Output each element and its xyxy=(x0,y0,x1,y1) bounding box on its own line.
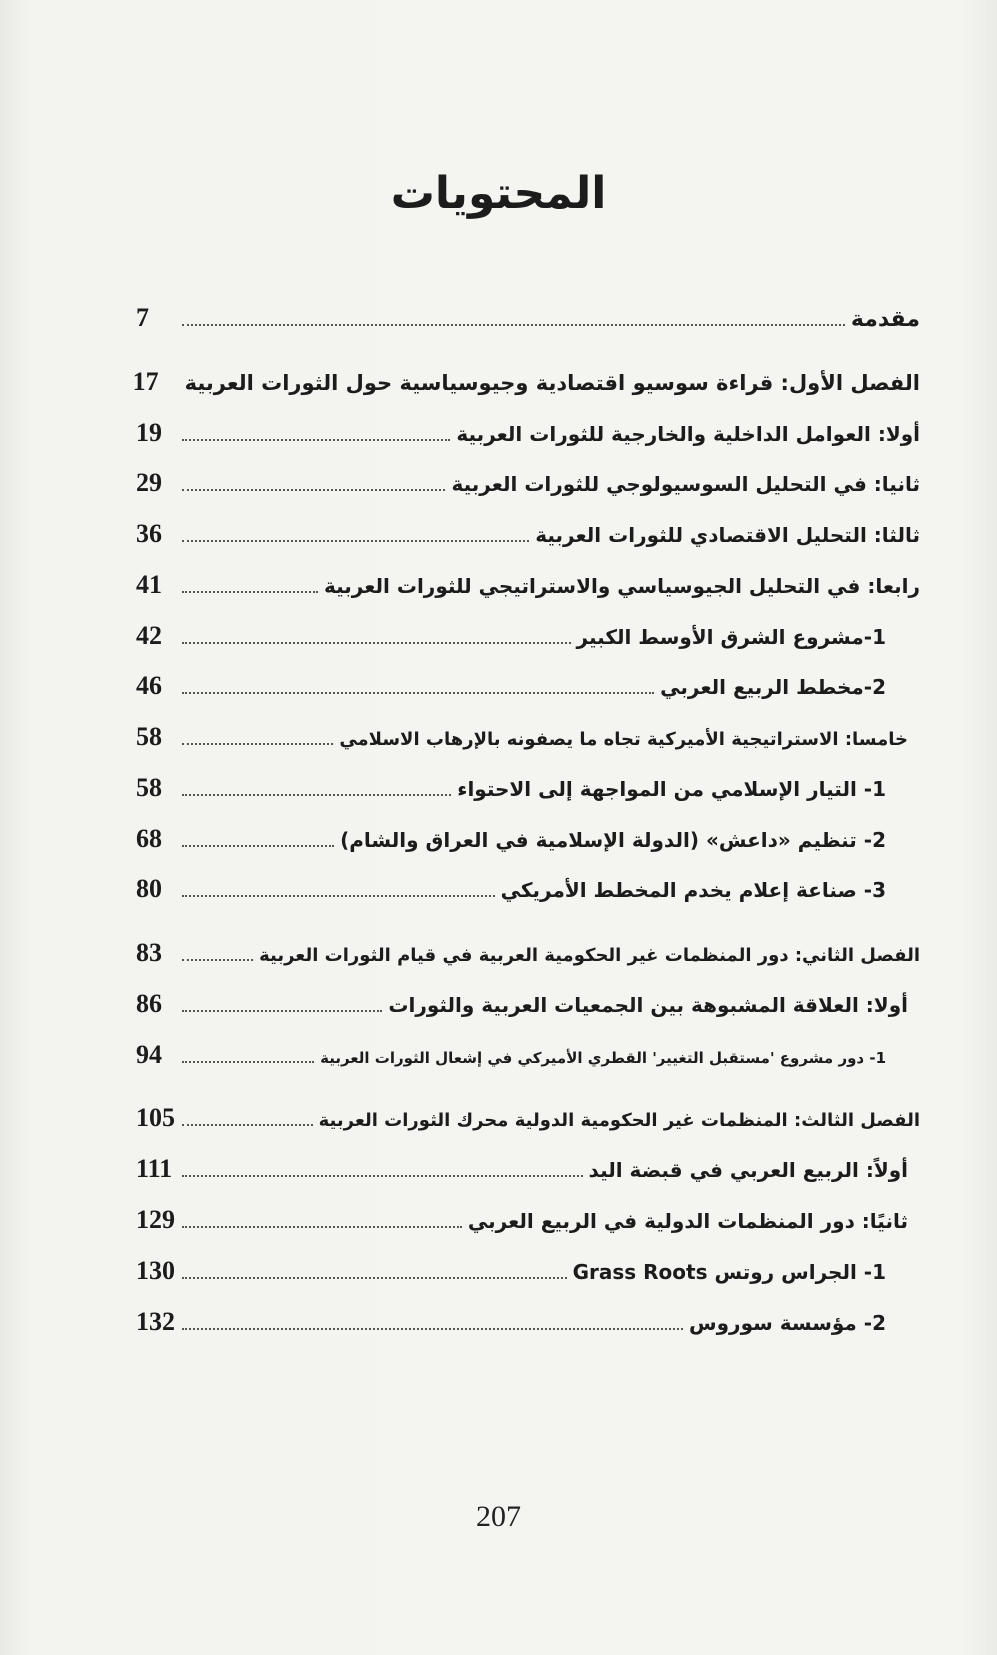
toc-entry-page: 80 xyxy=(136,874,162,903)
toc-entry-title: 2- تنظيم «داعش» (الدولة الإسلامية في العراق والشام) xyxy=(340,828,886,852)
toc-leader-dots xyxy=(182,618,571,644)
toc-entry-page: 129 xyxy=(136,1205,175,1234)
toc-entry xyxy=(136,1251,886,1291)
page-number: 207 xyxy=(476,1500,521,1533)
toc-leader-dots xyxy=(182,465,445,491)
toc-entry-title: الفصل الأول: قراءة سوسيو اقتصادية وجيوسياسية حول الثورات العربية xyxy=(184,371,920,395)
toc-entry xyxy=(136,819,886,859)
toc-leader-dots xyxy=(182,300,845,326)
toc-entry xyxy=(132,362,920,402)
toc-leader-dots xyxy=(182,986,382,1012)
toc-entry xyxy=(136,298,920,338)
toc-entry-page: 111 xyxy=(136,1154,173,1183)
toc-entry-page: 68 xyxy=(136,824,162,853)
toc-entry-title: خامسا: الاستراتيجية الأميركية تجاه ما يصفونه بالإرهاب الاسلامي xyxy=(339,729,908,750)
toc-entry-page: 17 xyxy=(132,367,159,396)
toc-entry-title: 1-مشروع الشرق الأوسط الكبير xyxy=(576,625,886,649)
toc-entry xyxy=(136,565,920,605)
toc-entry-page: 36 xyxy=(136,519,162,548)
toc-entry xyxy=(136,616,886,656)
toc-entry-title: أولا: العلاقة المشبوهة بين الجمعيات العربية والثورات xyxy=(388,993,908,1017)
toc-entry xyxy=(136,1035,886,1075)
toc-entry xyxy=(136,869,886,909)
toc-leader-dots xyxy=(182,821,334,847)
toc-entry-title: الفصل الثالث: المنظمات غير الحكومية الدولية محرك الثورات العربية xyxy=(318,1110,920,1131)
toc-entry-page: 94 xyxy=(136,1040,162,1069)
toc-entry-page: 42 xyxy=(136,621,162,650)
toc-entry xyxy=(136,1302,886,1342)
toc-entry-title: 3- صناعة إعلام يخدم المخطط الأمريكي xyxy=(500,878,886,902)
toc-entry-title: رابعا: في التحليل الجيوسياسي والاستراتيجي للثورات العربية xyxy=(323,574,920,598)
toc-entry-page: 132 xyxy=(136,1307,175,1336)
toc-leader-dots xyxy=(182,1151,583,1177)
toc-entry-title: ثانيًا: دور المنظمات الدولية في الربيع العربي xyxy=(467,1209,908,1233)
toc-entry xyxy=(136,514,920,554)
toc-entry xyxy=(136,1200,908,1240)
toc-entry-page: 41 xyxy=(136,570,162,599)
toc-entry-title: أولاً: الربيع العربي في قبضة اليد xyxy=(588,1158,908,1182)
toc-entry-title: ثالثا: التحليل الاقتصادي للثورات العربية xyxy=(535,523,920,547)
toc-entry xyxy=(136,666,886,706)
toc-entry-page: 130 xyxy=(136,1256,175,1285)
toc-entry-title: أولا: العوامل الداخلية والخارجية للثورات العربية xyxy=(456,422,920,446)
toc-leader-dots xyxy=(182,668,654,694)
toc-entry-page: 83 xyxy=(136,938,162,967)
toc-entry xyxy=(136,933,920,973)
toc-leader-dots xyxy=(182,719,333,745)
toc-leader-dots xyxy=(182,1304,683,1330)
toc-entry-page: 86 xyxy=(136,989,162,1018)
toc-entry-title: 1- دور مشروع 'مستقبل التغيير' القطري الأميركي في إشعال الثورات العربية xyxy=(320,1049,886,1067)
toc-entry xyxy=(136,1098,920,1138)
toc-entry-page: 105 xyxy=(136,1103,175,1132)
toc-leader-dots xyxy=(182,1202,462,1228)
toc-leader-dots xyxy=(182,1253,567,1279)
toc-entry xyxy=(136,1149,908,1189)
toc-entry-title: 1- التيار الإسلامي من المواجهة إلى الاحتواء xyxy=(457,777,886,801)
toc-entry-page: 19 xyxy=(136,418,162,447)
toc-leader-dots xyxy=(182,871,495,897)
toc-entry-title: 2-مخطط الربيع العربي xyxy=(660,675,886,699)
toc-entry xyxy=(136,717,908,757)
page-title: المحتويات xyxy=(390,168,607,219)
toc-entry-title: الفصل الثاني: دور المنظمات غير الحكومية العربية في قيام الثورات العربية xyxy=(259,945,920,966)
toc-entry xyxy=(136,768,886,808)
toc-leader-dots xyxy=(182,415,450,441)
toc-entry-page: 29 xyxy=(136,468,162,497)
toc-entry-page: 58 xyxy=(136,773,162,802)
toc-entry xyxy=(136,984,908,1024)
toc-leader-dots xyxy=(182,567,318,593)
toc-leader-dots xyxy=(182,1037,314,1063)
toc-leader-dots xyxy=(182,1100,313,1126)
toc-entry-title: مقدمة xyxy=(850,307,920,332)
toc-entry-title: 1- الجراس روتس Grass Roots xyxy=(572,1260,886,1284)
toc-entry-title: 2- مؤسسة سوروس xyxy=(689,1311,886,1335)
toc-entry-page: 7 xyxy=(136,303,149,332)
toc-entry-title: ثانيا: في التحليل السوسيولوجي للثورات العربية xyxy=(451,472,920,496)
toc-leader-dots xyxy=(182,770,451,796)
toc-entry-page: 58 xyxy=(136,722,162,751)
toc-entry xyxy=(136,413,920,453)
toc-entry-page: 46 xyxy=(136,671,162,700)
toc-entry xyxy=(136,463,920,503)
toc-leader-dots xyxy=(182,516,529,542)
toc-leader-dots xyxy=(182,935,253,961)
